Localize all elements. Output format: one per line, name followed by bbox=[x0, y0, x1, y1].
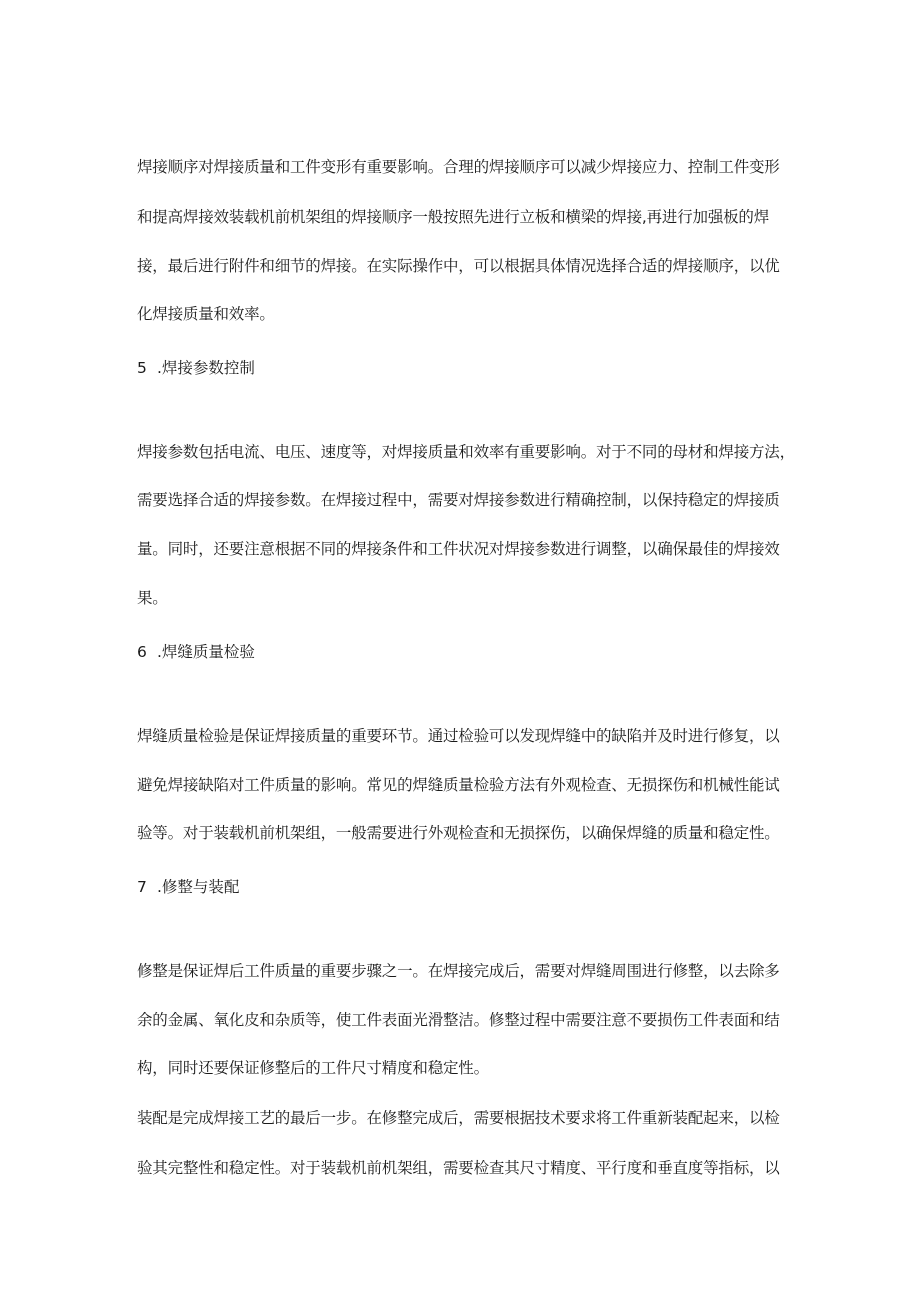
section-number: 7 bbox=[137, 878, 147, 896]
paragraph-line: 焊缝质量检验是保证焊接质量的重要环节。通过检验可以发现焊缝中的缺陷并及时进行修复，以 bbox=[137, 727, 780, 745]
section-heading-7 bbox=[137, 877, 239, 897]
section-heading-6 bbox=[137, 642, 255, 662]
paragraph-line: 构，同时还要保证修整后的工件尺寸精度和稳定性。 bbox=[137, 1059, 489, 1077]
paragraph-line: 余的金属、氧化皮和杂质等，使工件表面光滑整洁。修整过程中需要注意不要损伤工件表面和结 bbox=[137, 1011, 780, 1029]
paragraph-line: 焊接参数包括电流、电压、速度等，对焊接质量和效率有重要影响。对于不同的母材和焊接方法， bbox=[137, 443, 795, 461]
paragraph-line: 接，最后进行附件和细节的焊接。在实际操作中，可以根据具体情况选择合适的焊接顺序，以优 bbox=[137, 257, 780, 275]
section-title: .焊接参数控制 bbox=[157, 359, 255, 377]
section-title: .焊缝质量检验 bbox=[157, 643, 255, 661]
paragraph-line: 修整是保证焊后工件质量的重要步骤之一。在焊接完成后，需要对焊缝周围进行修整，以去除多 bbox=[137, 962, 780, 980]
paragraph-line: 避免焊接缺陷对工件质量的影响。常见的焊缝质量检验方法有外观检查、无损探伤和机械性能试 bbox=[137, 776, 780, 794]
paragraph-line: 化焊接质量和效率。 bbox=[137, 305, 275, 323]
paragraph-line: 果。 bbox=[137, 589, 168, 607]
paragraph-line: 验等。对于装载机前机架组，一般需要进行外观检查和无损探伤，以确保焊缝的质量和稳定性。 bbox=[137, 824, 780, 842]
paragraph-line: 装配是完成焊接工艺的最后一步。在修整完成后，需要根据技术要求将工件重新装配起来，以检 bbox=[137, 1109, 780, 1127]
paragraph-line: 量。同时，还要注意根据不同的焊接条件和工件状况对焊接参数进行调整，以确保最佳的焊接效 bbox=[137, 540, 780, 558]
paragraph-line: 焊接顺序对焊接质量和工件变形有重要影响。合理的焊接顺序可以减少焊接应力、控制工件变形 bbox=[137, 158, 780, 176]
paragraph-line: 验其完整性和稳定性。对于装载机前机架组，需要检查其尺寸精度、平行度和垂直度等指标，以 bbox=[137, 1159, 780, 1177]
section-heading-5 bbox=[137, 358, 255, 378]
paragraph-line: 需要选择合适的焊接参数。在焊接过程中，需要对焊接参数进行精确控制，以保持稳定的焊接质 bbox=[137, 491, 780, 509]
section-number: 5 bbox=[137, 359, 147, 377]
section-number: 6 bbox=[137, 643, 147, 661]
paragraph-line: 和提高焊接效装载机前机架组的焊接顺序一般按照先进行立板和横梁的焊接,再进行加强板的焊 bbox=[137, 208, 770, 226]
section-title: .修整与装配 bbox=[157, 878, 240, 896]
